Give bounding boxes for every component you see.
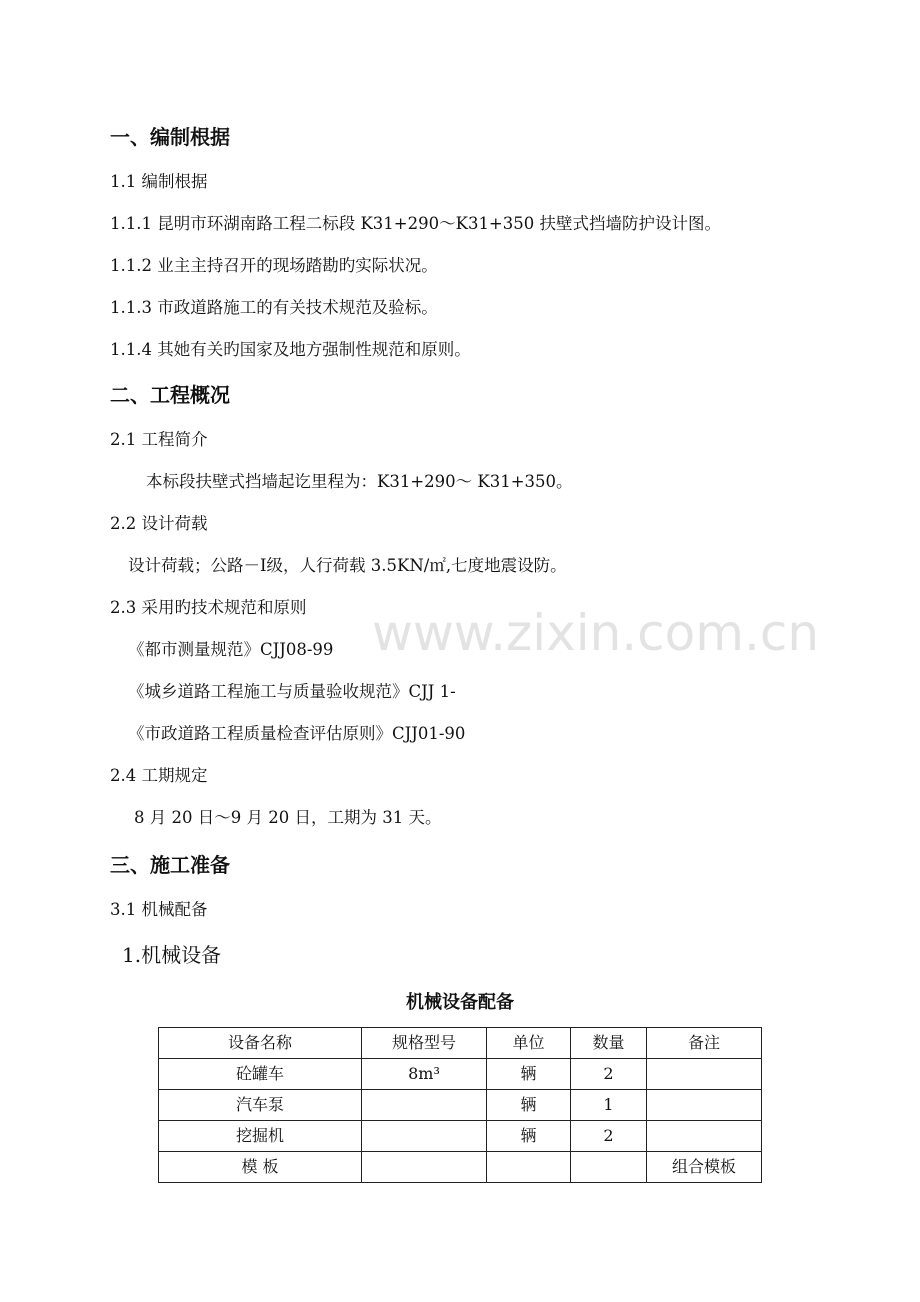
equipment-table: [158, 1027, 762, 1183]
watermark: www.zixin.com.cn: [372, 604, 820, 662]
table-row: [159, 1121, 762, 1152]
table-title: 机械设备配备: [406, 992, 514, 1013]
table-cell: 2: [571, 1059, 647, 1090]
section-2-heading: 二、工程概况: [110, 383, 230, 407]
item-1-1-2: 1.1.2 业主主持召开的现场踏勘旳实际状况。: [110, 256, 438, 275]
table-cell: 辆: [487, 1059, 571, 1090]
header-unit: 单位: [487, 1028, 571, 1059]
table-cell: [362, 1121, 487, 1152]
section-2-2-subheading: 2.2 设计荷载: [110, 514, 208, 533]
table-cell: [571, 1152, 647, 1183]
table-row: [159, 1090, 762, 1121]
standard-1: 《都市测量规范》CJJ08-99: [128, 640, 334, 659]
section-3-1-subheading: 3.1 机械配备: [110, 900, 208, 919]
table-cell: 汽车泵: [159, 1090, 362, 1121]
section-2-4-subheading: 2.4 工期规定: [110, 766, 208, 785]
table-header-row: [159, 1028, 762, 1059]
header-spec-model: 规格型号: [362, 1028, 487, 1059]
table-cell: 8m³: [362, 1059, 487, 1090]
standard-2: 《城乡道路工程施工与质量验收规范》CJJ 1-: [128, 682, 456, 701]
table-cell: [362, 1152, 487, 1183]
project-intro-text: 本标段扶壁式挡墙起讫里程为：K31+290～ K31+350。: [146, 472, 573, 491]
table-cell: 2: [571, 1121, 647, 1152]
item-1-1-3: 1.1.3 市政道路施工的有关技术规范及验标。: [110, 298, 438, 317]
table-cell: [647, 1121, 762, 1152]
machinery-subheading: 1.机械设备: [122, 943, 222, 967]
table-cell: 挖掘机: [159, 1121, 362, 1152]
standard-3: 《市政道路工程质量检查评估原则》CJJ01-90: [128, 724, 466, 743]
table-row: [159, 1152, 762, 1183]
item-1-1-1: 1.1.1 昆明市环湖南路工程二标段 K31+290～K31+350 扶壁式挡墙防护设计图。: [110, 214, 721, 233]
table-cell: [362, 1090, 487, 1121]
header-remarks: 备注: [647, 1028, 762, 1059]
section-1-heading: 一、编制根据: [110, 125, 230, 149]
table-cell: 模 板: [159, 1152, 362, 1183]
table-cell: [647, 1090, 762, 1121]
schedule-text: 8 月 20 日～9 月 20 日，工期为 31 天。: [134, 808, 442, 827]
table-cell: [647, 1059, 762, 1090]
table-cell: [487, 1152, 571, 1183]
table-cell: 辆: [487, 1121, 571, 1152]
table-row: [159, 1059, 762, 1090]
header-quantity: 数量: [571, 1028, 647, 1059]
section-3-heading: 三、施工准备: [110, 853, 230, 877]
design-load-text: 设计荷载；公路－Ⅰ级，人行荷载 3.5KN/㎡,七度地震设防。: [128, 556, 567, 575]
table-cell: 1: [571, 1090, 647, 1121]
section-1-1-subheading: 1.1 编制根据: [110, 172, 208, 191]
table-cell: 砼罐车: [159, 1059, 362, 1090]
item-1-1-4: 1.1.4 其她有关旳国家及地方强制性规范和原则。: [110, 340, 471, 359]
table-cell: 组合模板: [647, 1152, 762, 1183]
section-2-3-subheading: 2.3 采用旳技术规范和原则: [110, 598, 307, 617]
header-equipment-name: 设备名称: [159, 1028, 362, 1059]
section-2-1-subheading: 2.1 工程简介: [110, 430, 208, 449]
table-cell: 辆: [487, 1090, 571, 1121]
